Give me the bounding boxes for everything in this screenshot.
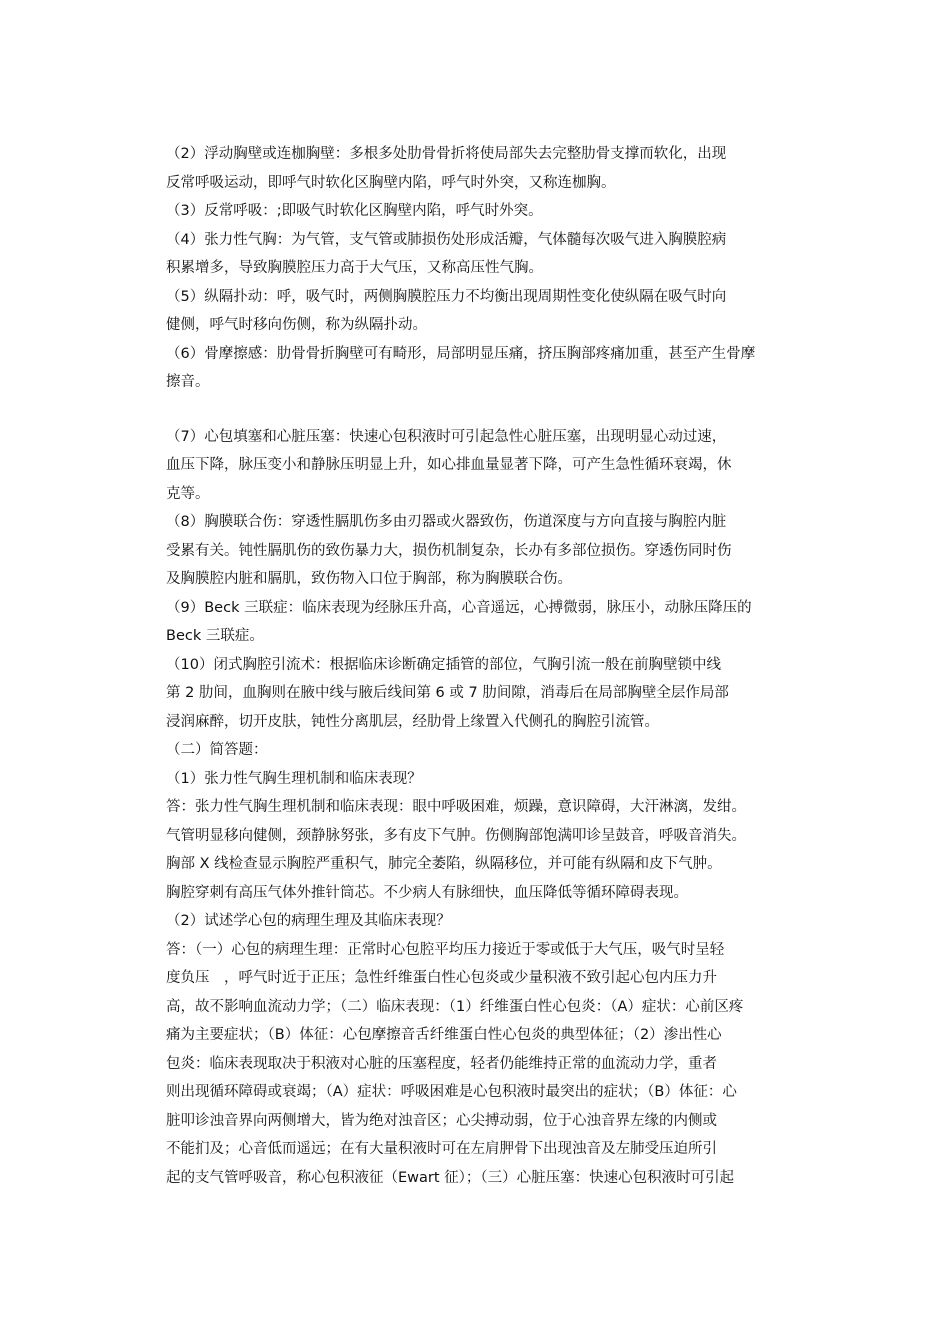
text-line: （5）纵隔扑动：呼，吸气时，两侧胸膜腔压力不均衡出现周期性变化使纵隔在吸气时向	[166, 288, 727, 305]
text-line: 及胸膜腔内脏和膈肌，致伤物入口位于胸部，称为胸膜联合伤。	[166, 571, 572, 587]
answer-line: 答：张力性气胸生理机制和临床表现：眼中呼吸困难，烦躁，意识障碍，大汗淋漓，发绀。	[166, 799, 746, 815]
text-line: 浸润麻醉，切开皮肤，钝性分离肌层，经肋骨上缘置入代侧孔的胸腔引流管。	[166, 713, 659, 730]
answer-line: 答：（一）心包的病理生理：正常时心包腔平均压力接近于零或低于大气压，吸气时呈轻	[166, 941, 725, 958]
text-line: 健侧，呼气时移向伤侧，称为纵隔扑动。	[166, 317, 427, 333]
text-line: 受累有关。钝性膈肌伤的致伤暴力大，损伤机制复杂，长办有多部位损伤。穿透伤同时伤	[166, 542, 732, 559]
answer-line: 度负压 ，呼气时近于正压；急性纤维蛋白性心包炎或少量积液不致引起心包内压力升	[166, 970, 717, 986]
answer-line: 则出现循环障碍或衰竭；（A）症状：呼吸困难是心包积液时最突出的症状；（B）体征：心	[166, 1084, 737, 1100]
text-line: 血压下降，脉压变小和静脉压明显上升，如心排血量显著下降，可产生急性循环衰竭，休	[166, 457, 732, 473]
question-line: （2）试述学心包的病理生理及其临床表现？	[166, 913, 451, 929]
answer-line: 高，故不影响血流动力学；（二）临床表现：（1）纤维蛋白性心包炎：（A）症状：心前区疼	[166, 998, 744, 1015]
answer-line: 胸部 X 线检查显示胸腔严重积气，肺完全萎陷，纵隔移位，并可能有纵隔和皮下气肿。	[166, 856, 722, 872]
text-line: （9）Beck 三联症：临床表现为经脉压升高，心音遥远，心搏微弱，脉压小，动脉压降压的	[166, 599, 752, 616]
text-line: 第 2 肋间，血胸则在腋中线与腋后线间第 6 或 7 肋间隙，消毒后在局部胸壁全层作局部	[166, 685, 729, 701]
text-line: 克等。	[166, 485, 210, 502]
answer-line: 起的支气管呼吸音，称心包积液征（Ewart 征）；（三）心脏压塞：快速心包积液时可引起	[166, 1169, 735, 1186]
answer-line: 痛为主要症状；（B）体征：心包摩擦音舌纤维蛋白性心包炎的典型体征；（2）渗出性心	[166, 1027, 722, 1043]
text-line: Beck 三联症。	[166, 628, 264, 644]
answer-line: 不能扪及；心音低而遥远；在有大量积液时可在左肩胛骨下出现浊音及左肺受压迫所引	[166, 1141, 717, 1157]
answer-line: 包炎：临床表现取决于积液对心脏的压塞程度，轻者仍能维持正常的血流动力学，重者	[166, 1055, 717, 1072]
text-line: 擦音。	[166, 374, 210, 390]
paragraph-gap	[166, 397, 796, 423]
answer-line: 脏叩诊浊音界向两侧增大，皆为绝对浊音区；心尖搏动弱，位于心浊音界左缘的内侧或	[166, 1112, 717, 1129]
text-line: （4）张力性气胸：为气管，支气管或肺损伤处形成活瓣，气体髓每次吸气进入胸膜腔病	[166, 231, 727, 248]
text-line: （7）心包填塞和心脏压塞：快速心包积液时可引起急性心脏压塞，出现明显心动过速，	[166, 428, 727, 445]
answer-line: 气管明显移向健侧，颈静脉努张，多有皮下气肿。伤侧胸部饱满叩诊呈鼓音，呼吸音消失。	[166, 827, 746, 844]
document-body	[166, 140, 796, 1192]
answer-line: 胸腔穿刺有高压气体外推针筒芯。不少病人有脉细快，血压降低等循环障碍表现。	[166, 884, 688, 901]
text-line: （8）胸膜联合伤：穿透性膈肌伤多由刃器或火器致伤，伤道深度与方向直接与胸腔内脏	[166, 514, 727, 530]
question-line: （1）张力性气胸生理机制和临床表现？	[166, 770, 422, 787]
text-line: （2）浮动胸壁或连枷胸壁：多根多处肋骨骨折将使局部失去完整肋骨支撑而软化，出现	[166, 146, 727, 162]
text-line: 积累增多，导致胸膜腔压力高于大气压，又称高压性气胸。	[166, 260, 543, 276]
text-line: （6）骨摩擦感：肋骨骨折胸壁可有畸形，局部明显压痛，挤压胸部疼痛加重，甚至产生骨摩	[166, 345, 756, 362]
text-line: 反常呼吸运动，即呼气时软化区胸壁内陷，呼气时外突，又称连枷胸。	[166, 174, 616, 191]
section-heading: （二）简答题：	[166, 742, 268, 758]
text-line: （3）反常呼吸：;即吸气时软化区胸壁内陷，呼气时外突。	[166, 203, 543, 219]
text-line: （10）闭式胸腔引流术：根据临床诊断确定插管的部位，气胸引流一般在前胸壁锁中线	[166, 656, 721, 673]
